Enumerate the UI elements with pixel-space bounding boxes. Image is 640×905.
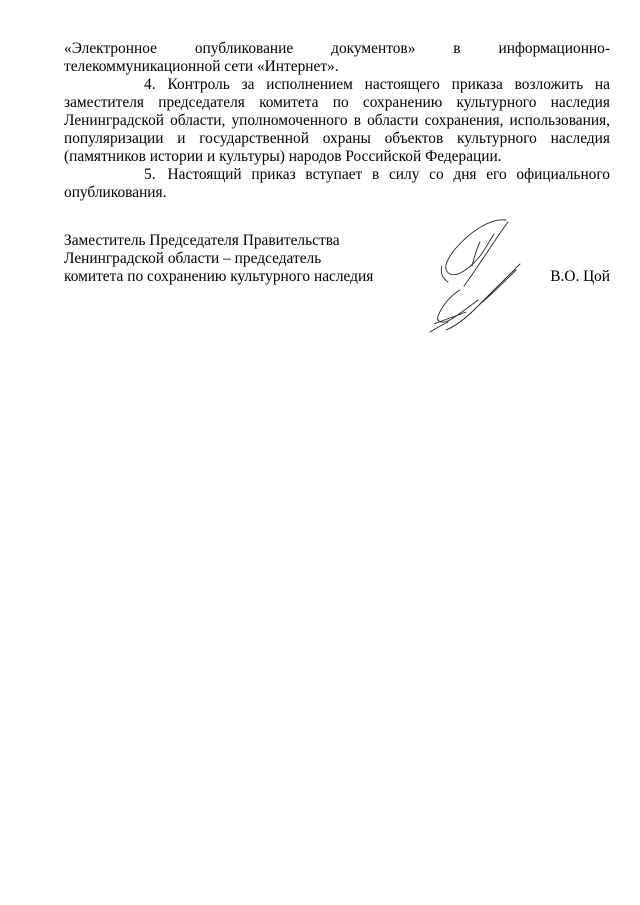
document-body <box>64 40 610 202</box>
item-4-number: 4. <box>144 76 156 93</box>
signer-position-line-3: комитета по сохранению культурного наследия <box>64 268 374 285</box>
signer-name: В.О. Цой <box>550 268 610 285</box>
handwritten-signature <box>420 212 530 340</box>
paragraph-item-4 <box>64 76 610 166</box>
item-5-text: Настоящий приказ вступает в силу со дня его официального опубликования. <box>64 166 610 201</box>
item-4-text: Контроль за исполнением настоящего приказа возложить на заместителя председателя комитета по сохранению культурного наследия Ленинградской области, уполномоченного в области сохранения, использования, популяризации и государственной охраны объектов культурного наследия (памятников истории и культуры) народов Российской Федерации. <box>64 76 610 165</box>
paragraph-item-5 <box>64 166 610 202</box>
signer-position-line-2: Ленинградской области – председатель <box>64 250 322 267</box>
paragraph-continuation: «Электронное опубликование документов» в информационно-телекоммуникационной сети «Интернет». <box>64 40 610 75</box>
item-5-number: 5. <box>144 166 156 183</box>
signer-position-line-1: Заместитель Председателя Правительства <box>64 232 340 249</box>
